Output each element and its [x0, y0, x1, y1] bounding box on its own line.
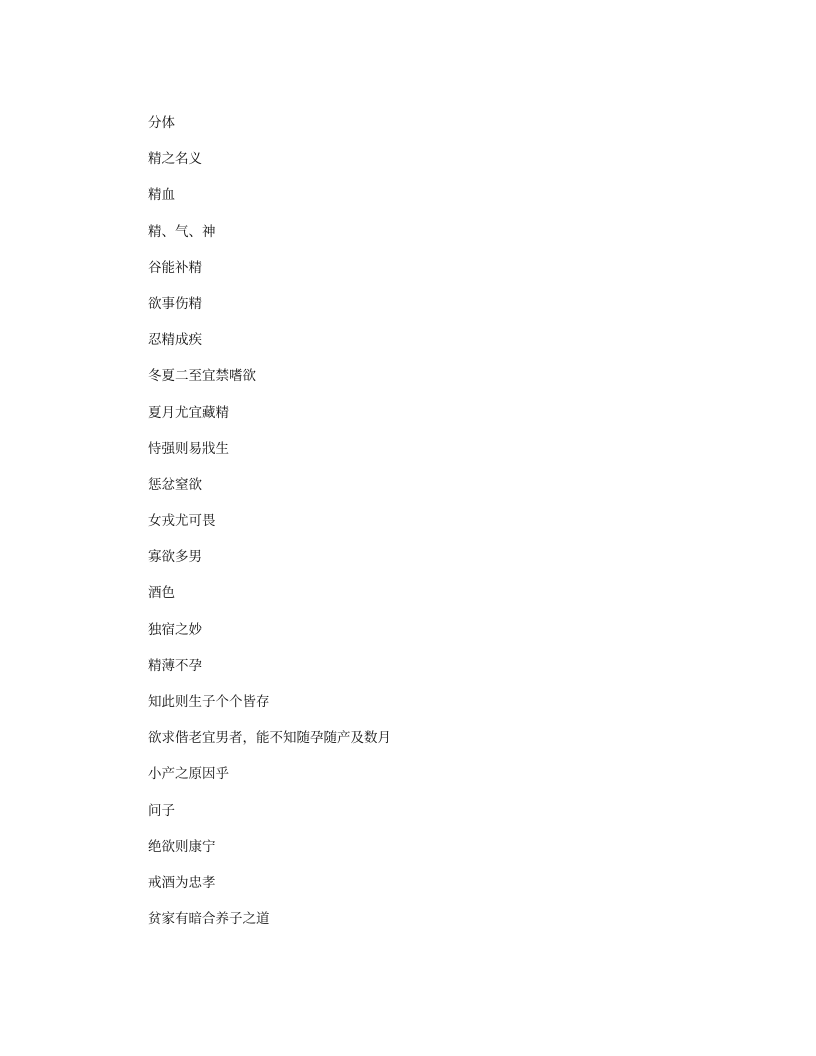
heading-item: 冬夏二至宜禁嗜欲 — [148, 368, 256, 385]
heading-item: 知此则生子个个皆存 — [148, 694, 270, 710]
heading-item: 恃强则易戕生 — [148, 440, 229, 457]
heading-item: 小产之原因乎 — [148, 766, 229, 783]
heading-item: 精之名义 — [148, 151, 202, 168]
heading-item: 寡欲多男 — [148, 549, 202, 566]
heading-item: 精薄不孕 — [148, 657, 202, 674]
heading-item: 精、气、神 — [148, 223, 216, 240]
heading-item: 夏月尤宜藏精 — [148, 404, 229, 421]
heading-item: 绝欲则康宁 — [148, 838, 216, 855]
heading-item: 贫家有暗合养子之道 — [148, 911, 270, 928]
heading-item: 忍精成疾 — [148, 332, 202, 349]
heading-list — [148, 113, 391, 945]
heading-item: 酒色 — [148, 585, 175, 602]
heading-item: 谷能补精 — [148, 259, 202, 276]
heading-item: 问子 — [148, 802, 175, 819]
heading-item: 欲事伤精 — [148, 295, 202, 312]
heading-item: 女戎尤可畏 — [148, 513, 216, 530]
heading-item: 精血 — [148, 187, 175, 204]
heading-item: 独宿之妙 — [148, 621, 202, 638]
heading-item: 惩忿窒欲 — [148, 476, 202, 493]
heading-item: 分体 — [148, 115, 175, 131]
heading-item: 戒酒为忠孝 — [148, 874, 216, 891]
heading-item: 欲求偕老宜男者，能不知随孕随产及数月 — [148, 730, 391, 747]
